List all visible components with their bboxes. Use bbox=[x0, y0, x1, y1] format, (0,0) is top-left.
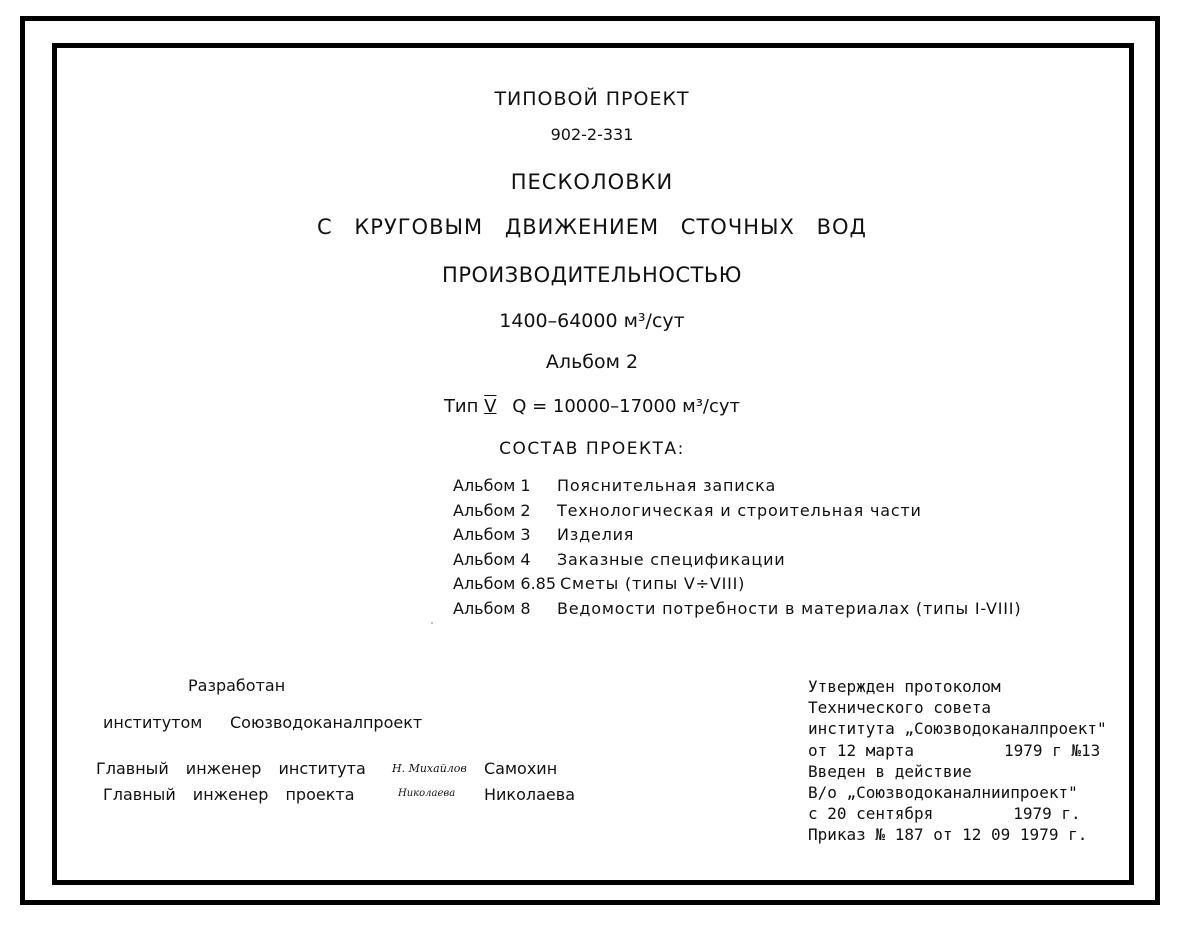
composition-text: Сметы (типы V÷VIII) bbox=[560, 574, 746, 594]
album-number: Альбом 2 bbox=[545, 351, 639, 373]
capacity-range: 1400–64000 м³/сут bbox=[499, 310, 685, 332]
institute-prefix: институтом bbox=[103, 713, 203, 732]
effective-date: с 20 сентября bbox=[808, 804, 934, 824]
project-name-line2: С КРУГОВЫМ ДВИЖЕНИЕМ СТОЧНЫХ ВОД bbox=[317, 215, 867, 239]
approval-block bbox=[808, 676, 1107, 846]
approval-line5: Введен в действие bbox=[808, 761, 972, 781]
composition-item bbox=[453, 572, 1021, 597]
project-engineer-title: Главный инженер проекта bbox=[103, 785, 355, 804]
institute-name: Союзводоканалпроект bbox=[230, 713, 423, 732]
approval-year-number: 1979 г №13 bbox=[1003, 740, 1101, 760]
project-code: 902-2-331 bbox=[550, 125, 634, 144]
composition-album: Альбом 3 bbox=[453, 525, 531, 545]
type-flow: Q = 10000–17000 м³/сут bbox=[512, 396, 741, 417]
composition-item bbox=[453, 597, 1021, 622]
type-numeral: V bbox=[484, 396, 497, 417]
composition-text: Пояснительная записка bbox=[557, 476, 777, 495]
developer-label: Разработан bbox=[188, 676, 286, 695]
chief-engineer-signature: Н. Михайлов bbox=[392, 762, 467, 775]
approval-date-protocol: от 12 марта bbox=[808, 740, 914, 760]
approval-line4 bbox=[808, 740, 1107, 761]
approval-line8: Приказ № 187 от 12 09 1979 г. bbox=[808, 825, 1088, 845]
approval-line1: Утвержден протоколом bbox=[808, 677, 1001, 696]
composition-item bbox=[453, 474, 1021, 499]
project-name-line3: ПРОИЗВОДИТЕЛЬНОСТЬЮ bbox=[442, 263, 742, 287]
project-engineer-name: Николаева bbox=[484, 785, 575, 804]
composition-heading: СОСТАВ ПРОЕКТА: bbox=[499, 439, 685, 459]
project-title: ТИПОВОЙ ПРОЕКТ bbox=[494, 88, 690, 110]
composition-text: Технологическая и строительная части bbox=[557, 500, 922, 520]
composition-list bbox=[453, 474, 1021, 622]
composition-album: Альбом 4 bbox=[453, 549, 531, 569]
composition-album: Альбом 1 bbox=[453, 476, 531, 495]
composition-item bbox=[453, 499, 1021, 524]
composition-text: Ведомости потребности в материалах (типы I-VIII) bbox=[557, 598, 1022, 618]
project-name-line1: ПЕСКОЛОВКИ bbox=[510, 170, 674, 194]
speck bbox=[431, 622, 433, 624]
composition-album: Альбом 8 bbox=[453, 598, 531, 618]
composition-item bbox=[453, 548, 1021, 573]
composition-item bbox=[453, 523, 1021, 548]
project-engineer-signature: Николаева bbox=[398, 788, 456, 799]
composition-text: Изделия bbox=[557, 525, 635, 545]
approval-line6: В/о „Союзводоканалниипроект" bbox=[808, 783, 1078, 803]
effective-year: 1979 г. bbox=[1013, 804, 1081, 824]
composition-album: Альбом 2 bbox=[453, 500, 531, 520]
approval-line3: института „Союзводоканалпроект" bbox=[808, 719, 1107, 739]
chief-engineer-title: Главный инженер института bbox=[96, 759, 366, 778]
composition-album: Альбом 6.85 bbox=[453, 574, 557, 594]
approval-line2: Технического совета bbox=[808, 698, 992, 718]
chief-engineer-name: Самохин bbox=[484, 759, 558, 778]
type-prefix: Тип bbox=[443, 396, 479, 417]
composition-text: Заказные спецификации bbox=[557, 549, 786, 569]
approval-line7 bbox=[808, 803, 1107, 824]
type-line bbox=[0, 396, 1184, 417]
